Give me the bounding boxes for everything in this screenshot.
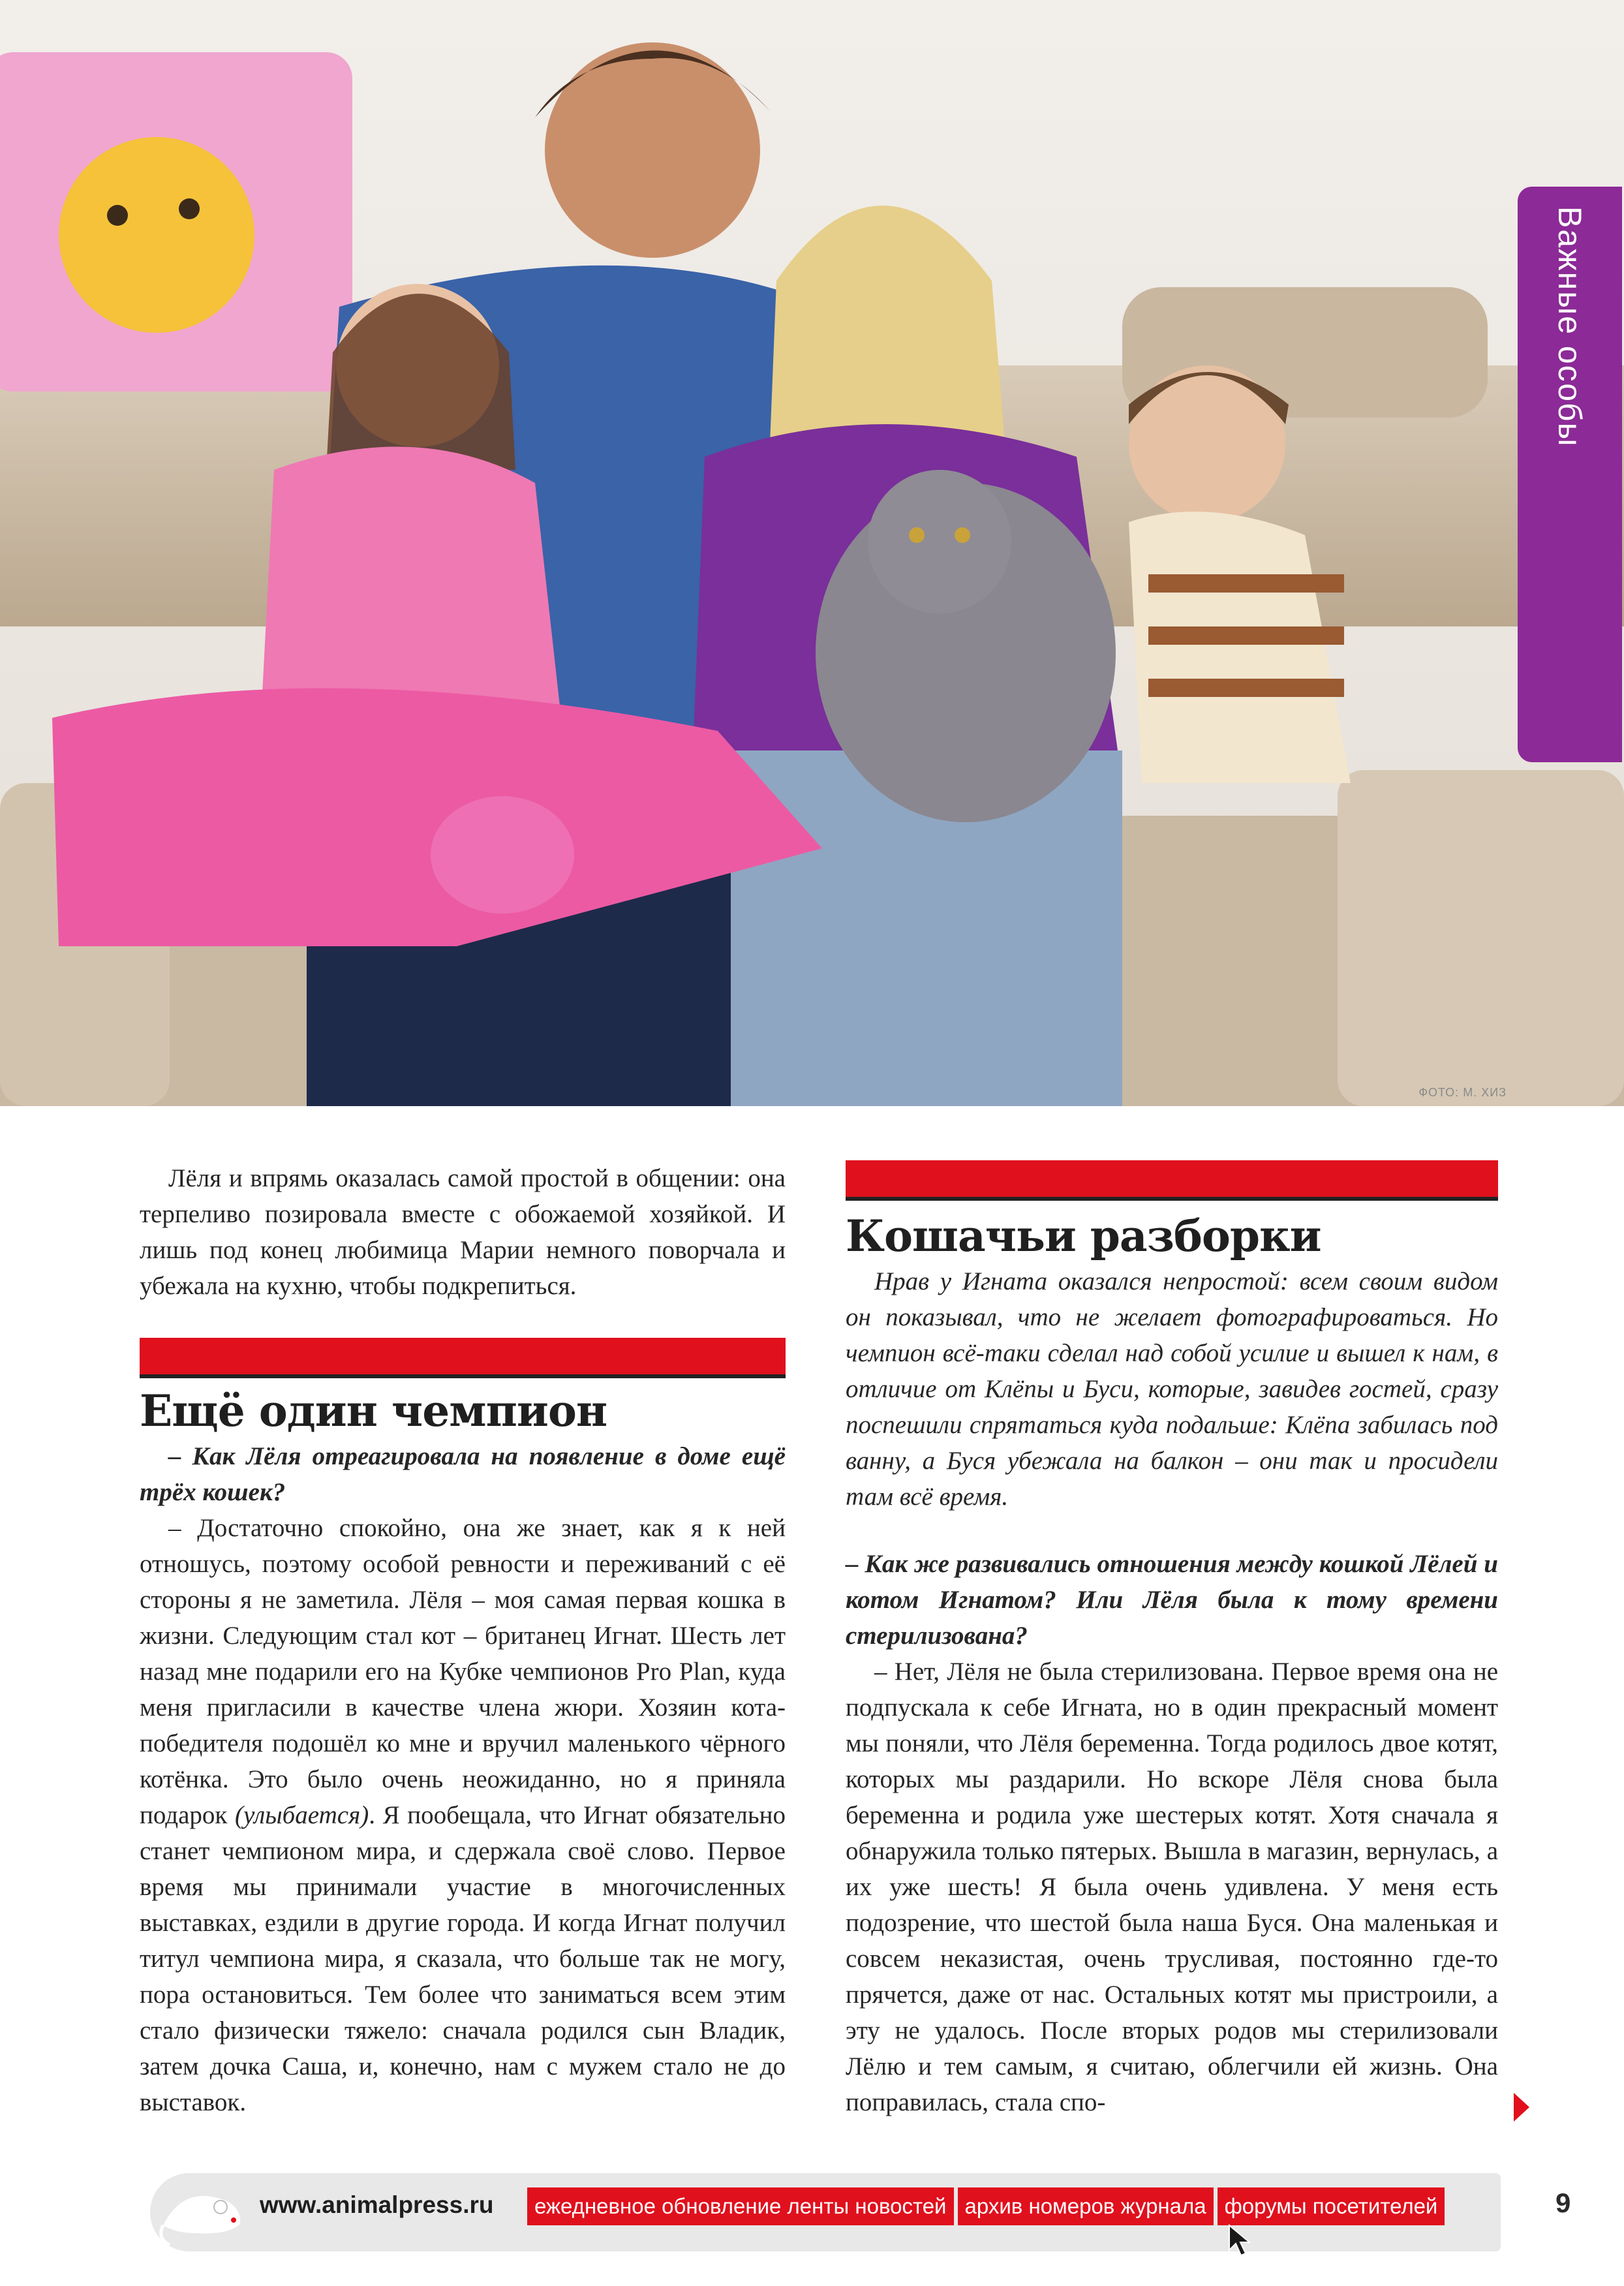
footer-link-archive[interactable]: архив номеров журнала: [958, 2187, 1214, 2225]
heading-red-bar: [140, 1338, 786, 1378]
interview-question: – Как же развивались отношения между кошкой Лёлей и котом Игнатом? Или Лёля была к тому времени стерилизована?: [846, 1550, 1498, 1650]
footer-links: [527, 2187, 1445, 2225]
mouse-cursor-icon: [1228, 2224, 1254, 2258]
left-column: [140, 1160, 786, 2120]
website-link[interactable]: www.animalpress.ru: [260, 2191, 494, 2218]
footer-link-forums[interactable]: форумы посетителей: [1218, 2187, 1445, 2225]
family-photo-illustration: [0, 0, 1624, 1106]
family-photo: [0, 0, 1624, 1106]
lead-paragraph: Нрав у Игната оказался непростой: всем своим видом он показывал, что не желает фотографироваться. Но чемпион всё-таки сделал над собой усилие и вышел к нам, в отличие от Клёпы и Буси, которые, завидев гостей, сразу поспешили спрятаться куда подальше: Клёпа забилась под ванну, а Буся убежала на балкон – они так и просидели там всё время.: [846, 1267, 1498, 1511]
page-number: 9: [1555, 2187, 1571, 2218]
footer-link-news[interactable]: ежедневное обновление ленты новостей: [527, 2187, 954, 2225]
interview-answer: [140, 1510, 786, 2120]
section-tab: [1518, 187, 1622, 762]
intro-paragraph: Лёля и впрямь оказалась самой простой в общении: она терпеливо позировала вместе с обожаемой хозяйкой. И лишь под конец любимица Марии немного поворчала и убежала на кухню, чтобы подкрепиться.: [140, 1164, 786, 1300]
answer-text-2: . Я пообещала, что Игнат обязательно станет чемпионом мира, и сдержала своё слово. Первое время мы принимали участие в многочисленных выставках, ездили в другие города. И когда Игнат получил титул чемпиона мира, я сказала, что больше так не могу, пора остановиться. Тем более что заниматься всем этим стало физически тяжело: сначала родился сын Владик, затем дочка Саша, и, конечно, нам с мужем стало не до выставок.: [140, 1801, 786, 2116]
mouse-logo-icon: [157, 2173, 248, 2251]
section-heading-champion: Ещё один чемпион: [140, 1385, 607, 1436]
right-column: [846, 1160, 1498, 2120]
section-tab-label: Важные особы: [1552, 206, 1588, 448]
heading-red-bar: [846, 1160, 1498, 1201]
interview-question: – Как Лёля отреагировала на появление в доме ещё трёх кошек?: [140, 1442, 786, 1506]
section-heading-cat-quarrels: Кошачьи разборки: [846, 1211, 1321, 1261]
interview-answer: – Нет, Лёля не была стерилизована. Первое время она не подпускала к себе Игната, но в один прекрасный момент мы поняли, что Лёля беременна. Тогда родилось двое котят, которых мы раздарили. Но вскоре Лёля снова была беременна и родила уже шестерых котят. Хотя сначала я обнаружила только пятерых. Вышла в магазин, вернулась, а их уже шесть! Я была очень удивлена. У меня есть подозрение, что шестой была наша Буся. Она маленькая и совсем неказистая, очень трусливая, постоянно где-то прячется, даже от нас. Остальных котят мы пристроили, а эту не удалось. После вторых родов мы стерилизовали Лёлю и тем самым, я считаю, облегчили ей жизнь. Она поправилась, стала спо-: [846, 1658, 1498, 2116]
photo-credit: ФОТО: М. ХИЗ: [1418, 1086, 1507, 1099]
answer-emphasis: (улыбается): [235, 1801, 369, 1829]
continue-arrow-icon: [1514, 2093, 1529, 2122]
answer-text-1: – Достаточно спокойно, она же знает, как я к ней отношусь, поэтому особой ревности и переживаний с её стороны я не заметила. Лёля – моя самая первая кошка в жизни. Следующим стал кот – британец Игнат. Шесть лет назад мне подарили его на Кубке чемпионов Pro Plan, куда меня пригласили в качестве члена жюри. Хозяин кота-победителя подошёл ко мне и вручил маленького чёрного котёнка. Это было очень неожиданно, но я приняла подарок: [140, 1514, 786, 1829]
